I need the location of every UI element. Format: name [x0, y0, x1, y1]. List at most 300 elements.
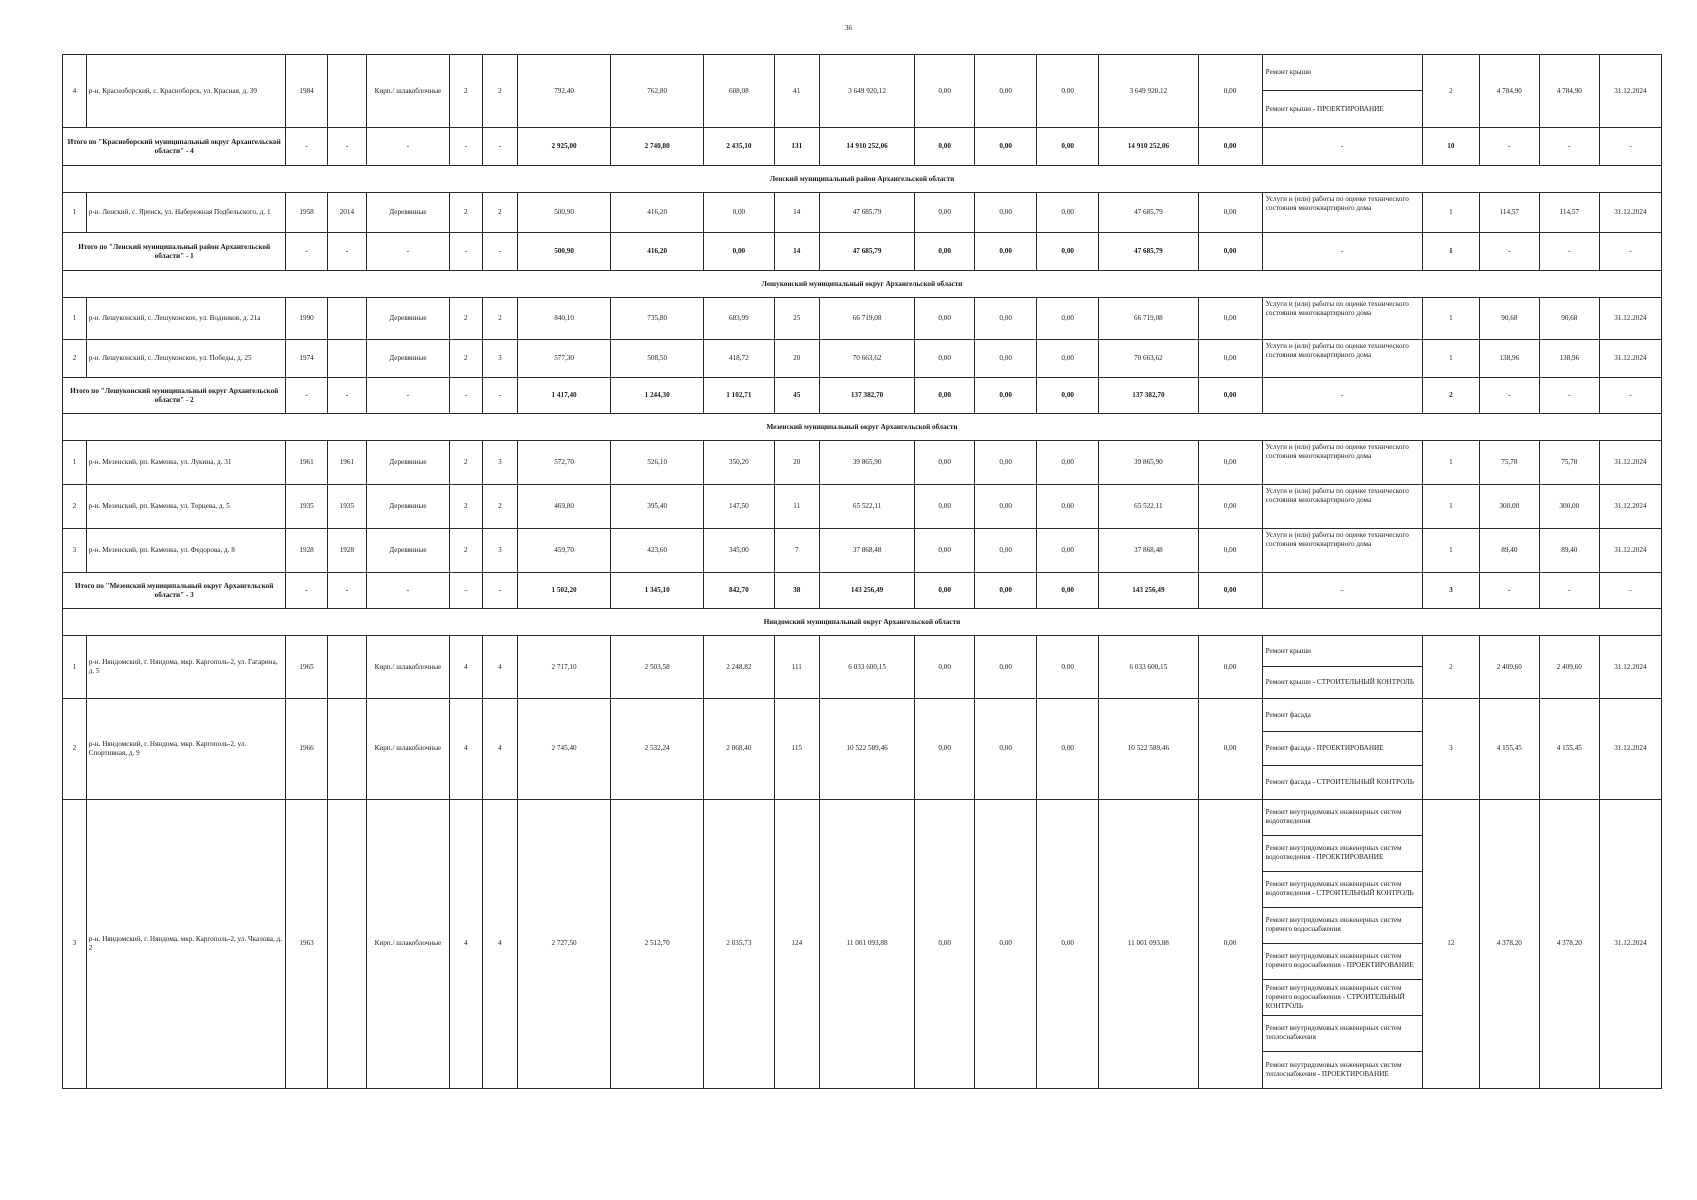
dash-cell: -: [367, 378, 450, 414]
fund-other-cell: 0,00: [1198, 441, 1262, 485]
fund-local-cell: 0,00: [1037, 55, 1099, 128]
area-total-cell: 2 727,50: [518, 799, 611, 1088]
year-recon-cell: 1935: [327, 485, 366, 529]
fund-regional-cell: 0,00: [975, 193, 1037, 233]
work-item: Ремонт крыши: [1263, 636, 1422, 667]
work-item: Ремонт внутридомовых инженерных систем водоотведения - СТРОИТЕЛЬНЫЙ КОНТРОЛЬ: [1263, 872, 1422, 908]
floors-cell: 2: [449, 485, 482, 529]
fund-local-cell: 0,00: [1037, 128, 1099, 166]
total-row: [63, 378, 1662, 414]
work-item: Ремонт крыши - СТРОИТЕЛЬНЫЙ КОНТРОЛЬ: [1265, 678, 1415, 686]
cost-total-cell: 11 001 093,88: [820, 799, 915, 1088]
walls-material-cell: Деревянные: [367, 193, 450, 233]
year-built-cell: 1974: [286, 340, 327, 378]
area-total-cell: 572,70: [518, 441, 611, 485]
cost-total-cell: 6 033 600,15: [820, 636, 915, 699]
cost-total-cell: 70 663,62: [820, 340, 915, 378]
area-residential-cell: 683,99: [704, 298, 774, 340]
cost-total-cell: 47 685,79: [820, 233, 915, 271]
section-row: [63, 166, 1662, 193]
address-cell: р-н. Красноборский, с. Красноборск, ул. Красная, д. 39: [86, 55, 286, 128]
unit-cost-cell: 90,68: [1479, 298, 1539, 340]
fund-owners-cell: 143 256,49: [1099, 573, 1198, 609]
dash-cell: -: [1262, 573, 1422, 609]
fund-owners-cell: 65 522,11: [1099, 485, 1198, 529]
work-item: Ремонт внутридомовых инженерных систем теплоснабжения - ПРОЕКТИРОВАНИЕ: [1265, 1060, 1402, 1078]
work-item: Услуги и (или) работы по оценке технического состояния многоквартирного дома: [1265, 342, 1409, 359]
area-living-cell: 1 345,10: [611, 573, 704, 609]
residents-cell: 111: [774, 636, 820, 699]
deadline-cell: 31.12.2024: [1599, 485, 1661, 529]
fund-other-cell: 0,00: [1198, 573, 1262, 609]
entrances-cell: 2: [482, 298, 517, 340]
area-total-cell: 459,70: [518, 529, 611, 573]
dash-cell: -: [367, 573, 450, 609]
deadline-cell: 31.12.2024: [1599, 799, 1661, 1088]
table-row: [63, 799, 1662, 1088]
area-residential-cell: 345,00: [704, 529, 774, 573]
year-built-cell: 1961: [286, 441, 327, 485]
fund-regional-cell: 0,00: [975, 441, 1037, 485]
works-count-cell: 1: [1422, 529, 1479, 573]
fund-owners-cell: 70 663,62: [1099, 340, 1198, 378]
area-residential-cell: 608,08: [704, 55, 774, 128]
work-item: Ремонт фасада - ПРОЕКТИРОВАНИЕ: [1263, 732, 1422, 765]
year-recon-cell: [327, 298, 366, 340]
fund-owners-cell: 137 382,70: [1099, 378, 1198, 414]
area-total-cell: 577,30: [518, 340, 611, 378]
unit-cost-cell: 89,40: [1479, 529, 1539, 573]
section-title: Ленский муниципальный район Архангельской области: [63, 166, 1662, 193]
dash-cell: -: [327, 233, 366, 271]
floors-cell: 2: [449, 340, 482, 378]
dash-cell: -: [1479, 233, 1539, 271]
fund-regional-cell: 0,00: [975, 55, 1037, 128]
dash-cell: -: [1479, 378, 1539, 414]
entrances-cell: 3: [482, 340, 517, 378]
fund-local-cell: 0,00: [1037, 573, 1099, 609]
area-living-cell: 416,20: [611, 193, 704, 233]
total-row: [63, 233, 1662, 271]
address-cell: р-н. Мезенский, рп. Каменка, ул. Торцева, д. 5: [86, 485, 286, 529]
fund-owners-cell: 66 719,08: [1099, 298, 1198, 340]
work-item: Ремонт внутридомовых инженерных систем горячего водоснабжения: [1263, 908, 1422, 944]
area-total-cell: 500,90: [518, 193, 611, 233]
fund-federal-cell: 0,00: [915, 573, 975, 609]
area-residential-cell: 2 068,40: [704, 699, 774, 800]
works-list-cell: [1262, 298, 1422, 340]
works-list-cell: [1262, 193, 1422, 233]
cost-total-cell: 66 719,08: [820, 298, 915, 340]
max-cost-cell: 4 155,45: [1539, 699, 1599, 800]
fund-owners-cell: 11 001 093,88: [1099, 799, 1198, 1088]
address-cell: р-н. Лешуконский, с. Лешуконское, ул. Водников, д. 21а: [86, 298, 286, 340]
table-row: [63, 193, 1662, 233]
walls-material-cell: Деревянные: [367, 340, 450, 378]
residents-cell: 11: [774, 485, 820, 529]
fund-federal-cell: 0,00: [915, 378, 975, 414]
year-built-cell: 1958: [286, 193, 327, 233]
area-residential-cell: 2 035,73: [704, 799, 774, 1088]
section-row: [63, 609, 1662, 636]
section-title: Няндомский муниципальный округ Архангельской области: [63, 609, 1662, 636]
fund-other-cell: 0,00: [1198, 55, 1262, 128]
max-cost-cell: 75,78: [1539, 441, 1599, 485]
dash-cell: -: [1539, 128, 1599, 166]
fund-regional-cell: 0,00: [975, 799, 1037, 1088]
total-label: Итого по "Ленский муниципальный район Архангельской области" - 1: [63, 233, 286, 271]
work-item: Услуги и (или) работы по оценке технического состояния многоквартирного дома: [1265, 443, 1409, 460]
floors-cell: 4: [449, 799, 482, 1088]
fund-owners-cell: 3 649 920,12: [1099, 55, 1198, 128]
year-built-cell: 1965: [286, 636, 327, 699]
works-count-cell: 12: [1422, 799, 1479, 1088]
residents-cell: 124: [774, 799, 820, 1088]
cost-total-cell: 65 522,11: [820, 485, 915, 529]
fund-other-cell: 0,00: [1198, 699, 1262, 800]
total-row: [63, 128, 1662, 166]
dash-cell: -: [286, 128, 327, 166]
walls-material-cell: Деревянные: [367, 485, 450, 529]
section-title: Лешуконский муниципальный округ Архангельской области: [63, 271, 1662, 298]
max-cost-cell: 90,68: [1539, 298, 1599, 340]
fund-regional-cell: 0,00: [975, 636, 1037, 699]
row-number: 3: [63, 529, 87, 573]
fund-other-cell: 0,00: [1198, 193, 1262, 233]
works-list-cell: [1262, 699, 1422, 800]
walls-material-cell: Деревянные: [367, 441, 450, 485]
area-living-cell: 1 244,30: [611, 378, 704, 414]
residents-cell: 45: [774, 378, 820, 414]
work-item: Ремонт крыши: [1263, 55, 1422, 91]
total-label: Итого по "Красноборский муниципальный округ Архангельской области" - 4: [63, 128, 286, 166]
unit-cost-cell: 4 155,45: [1479, 699, 1539, 800]
works-list-cell: [1262, 799, 1422, 1088]
walls-material-cell: Кирп./ шлакоблочные: [367, 699, 450, 800]
works-count-cell: 1: [1422, 485, 1479, 529]
entrances-cell: 3: [482, 441, 517, 485]
fund-local-cell: 0,00: [1037, 529, 1099, 573]
unit-cost-cell: 4 784,90: [1479, 55, 1539, 128]
year-built-cell: 1990: [286, 298, 327, 340]
deadline-cell: 31.12.2024: [1599, 699, 1661, 800]
year-built-cell: 1966: [286, 699, 327, 800]
residents-cell: 115: [774, 699, 820, 800]
works-count-cell: 1: [1422, 340, 1479, 378]
works-count-cell: 1: [1422, 441, 1479, 485]
dash-cell: -: [1539, 378, 1599, 414]
area-total-cell: 1 502,20: [518, 573, 611, 609]
address-cell: р-н. Няндомский, г. Няндома, мкр. Каргополь-2, ул. Чкалова, д. 2: [86, 799, 286, 1088]
area-total-cell: 2 745,40: [518, 699, 611, 800]
dash-cell: -: [482, 573, 517, 609]
residents-cell: 20: [774, 441, 820, 485]
section-row: [63, 414, 1662, 441]
area-living-cell: 762,80: [611, 55, 704, 128]
max-cost-cell: 300,00: [1539, 485, 1599, 529]
work-item: Ремонт фасада - СТРОИТЕЛЬНЫЙ КОНТРОЛЬ: [1265, 777, 1414, 786]
fund-local-cell: 0,00: [1037, 485, 1099, 529]
works-list-cell: [1262, 441, 1422, 485]
dash-cell: -: [1262, 233, 1422, 271]
address-cell: р-н. Няндомский, г. Няндома, мкр. Каргополь-2, ул. Спортивная, д. 9: [86, 699, 286, 800]
work-item: Ремонт внутридомовых инженерных систем теплоснабжения: [1263, 1016, 1422, 1052]
area-total-cell: 792,40: [518, 55, 611, 128]
floors-cell: 4: [449, 699, 482, 800]
capital-repair-table: [62, 54, 1662, 1089]
table-row: [63, 55, 1662, 128]
fund-federal-cell: 0,00: [915, 128, 975, 166]
work-item: Ремонт внутридомовых инженерных систем водоотведения: [1263, 800, 1422, 836]
deadline-cell: 31.12.2024: [1599, 636, 1661, 699]
fund-local-cell: 0,00: [1037, 799, 1099, 1088]
dash-cell: -: [1599, 128, 1661, 166]
fund-regional-cell: 0,00: [975, 573, 1037, 609]
area-residential-cell: 418,72: [704, 340, 774, 378]
row-number: 1: [63, 298, 87, 340]
area-total-cell: 500,90: [518, 233, 611, 271]
fund-federal-cell: 0,00: [915, 799, 975, 1088]
works-count-cell: 3: [1422, 699, 1479, 800]
area-residential-cell: 842,70: [704, 573, 774, 609]
max-cost-cell: 89,40: [1539, 529, 1599, 573]
address-cell: р-н. Мезенский, рп. Каменка, ул. Лукина, д. 31: [86, 441, 286, 485]
walls-material-cell: Кирп./ шлакоблочные: [367, 636, 450, 699]
unit-cost-cell: 4 378,20: [1479, 799, 1539, 1088]
work-item: Ремонт внутридомовых инженерных систем водоотведения - ПРОЕКТИРОВАНИЕ: [1263, 836, 1422, 872]
cost-total-cell: 3 649 920,12: [820, 55, 915, 128]
max-cost-cell: 114,57: [1539, 193, 1599, 233]
works-list-cell: [1262, 55, 1422, 128]
work-item: Ремонт фасада: [1263, 699, 1422, 732]
year-recon-cell: [327, 699, 366, 800]
walls-material-cell: Деревянные: [367, 298, 450, 340]
year-recon-cell: 1928: [327, 529, 366, 573]
fund-other-cell: 0,00: [1198, 340, 1262, 378]
table-row: [63, 529, 1662, 573]
walls-material-cell: Деревянные: [367, 529, 450, 573]
fund-local-cell: 0,00: [1037, 699, 1099, 800]
deadline-cell: 31.12.2024: [1599, 193, 1661, 233]
dash-cell: -: [1539, 573, 1599, 609]
unit-cost-cell: 2 409,60: [1479, 636, 1539, 699]
floors-cell: 2: [449, 193, 482, 233]
fund-federal-cell: 0,00: [915, 485, 975, 529]
total-label: Итого по "Мезенский муниципальный округ Архангельской области" - 3: [63, 573, 286, 609]
area-living-cell: 2 512,70: [611, 799, 704, 1088]
entrances-cell: 2: [482, 55, 517, 128]
area-residential-cell: 147,50: [704, 485, 774, 529]
fund-regional-cell: 0,00: [975, 699, 1037, 800]
row-number: 1: [63, 193, 87, 233]
table-row: [63, 340, 1662, 378]
fund-local-cell: 0,00: [1037, 193, 1099, 233]
area-living-cell: 508,50: [611, 340, 704, 378]
fund-other-cell: 0,00: [1198, 233, 1262, 271]
year-built-cell: 1935: [286, 485, 327, 529]
year-recon-cell: 1961: [327, 441, 366, 485]
table-row: [63, 636, 1662, 699]
dash-cell: -: [449, 128, 482, 166]
walls-material-cell: Кирп./ шлакоблочные: [367, 55, 450, 128]
fund-owners-cell: 14 910 252,06: [1099, 128, 1198, 166]
area-residential-cell: 1 102,71: [704, 378, 774, 414]
dash-cell: -: [367, 128, 450, 166]
address-cell: р-н. Лешуконский, с. Лешуконское, ул. Победы, д. 25: [86, 340, 286, 378]
fund-local-cell: 0,00: [1037, 636, 1099, 699]
fund-federal-cell: 0,00: [915, 529, 975, 573]
dash-cell: -: [482, 378, 517, 414]
page-number: 36: [845, 24, 852, 32]
residents-cell: 20: [774, 340, 820, 378]
fund-regional-cell: 0,00: [975, 340, 1037, 378]
dash-cell: -: [1599, 378, 1661, 414]
fund-owners-cell: 47 685,79: [1099, 233, 1198, 271]
dash-cell: -: [327, 128, 366, 166]
fund-other-cell: 0,00: [1198, 298, 1262, 340]
row-number: 2: [63, 485, 87, 529]
address-cell: р-н. Ленский, с. Яренск, ул. Набережная Подбельского, д. 1: [86, 193, 286, 233]
works-list-cell: [1262, 529, 1422, 573]
works-list-cell: [1262, 485, 1422, 529]
row-number: 4: [63, 55, 87, 128]
fund-federal-cell: 0,00: [915, 233, 975, 271]
residents-cell: 41: [774, 55, 820, 128]
area-living-cell: 2 503,58: [611, 636, 704, 699]
area-total-cell: 840,10: [518, 298, 611, 340]
section-title: Мезенский муниципальный округ Архангельской области: [63, 414, 1662, 441]
year-recon-cell: [327, 636, 366, 699]
fund-regional-cell: 0,00: [975, 378, 1037, 414]
deadline-cell: 31.12.2024: [1599, 298, 1661, 340]
works-count-cell: 2: [1422, 378, 1479, 414]
cost-total-cell: 39 865,90: [820, 441, 915, 485]
residents-cell: 7: [774, 529, 820, 573]
cost-total-cell: 14 910 252,06: [820, 128, 915, 166]
area-living-cell: 735,80: [611, 298, 704, 340]
row-number: 2: [63, 699, 87, 800]
works-count-cell: 2: [1422, 55, 1479, 128]
dash-cell: -: [482, 128, 517, 166]
floors-cell: 4: [449, 636, 482, 699]
floors-cell: 2: [449, 529, 482, 573]
works-count-cell: 1: [1422, 298, 1479, 340]
fund-federal-cell: 0,00: [915, 55, 975, 128]
dash-cell: -: [449, 233, 482, 271]
dash-cell: -: [286, 233, 327, 271]
residents-cell: 38: [774, 573, 820, 609]
cost-total-cell: 143 256,49: [820, 573, 915, 609]
fund-other-cell: 0,00: [1198, 378, 1262, 414]
cost-total-cell: 37 868,48: [820, 529, 915, 573]
area-residential-cell: 2 435,10: [704, 128, 774, 166]
fund-federal-cell: 0,00: [915, 298, 975, 340]
area-living-cell: 416,20: [611, 233, 704, 271]
area-living-cell: 2 532,24: [611, 699, 704, 800]
fund-owners-cell: 6 033 600,15: [1099, 636, 1198, 699]
year-recon-cell: [327, 55, 366, 128]
total-row: [63, 573, 1662, 609]
year-built-cell: 1928: [286, 529, 327, 573]
year-recon-cell: [327, 799, 366, 1088]
fund-other-cell: 0,00: [1198, 636, 1262, 699]
max-cost-cell: 4 784,90: [1539, 55, 1599, 128]
dash-cell: -: [367, 233, 450, 271]
dash-cell: -: [449, 378, 482, 414]
fund-other-cell: 0,00: [1198, 485, 1262, 529]
area-living-cell: 2 740,80: [611, 128, 704, 166]
fund-federal-cell: 0,00: [915, 636, 975, 699]
fund-other-cell: 0,00: [1198, 128, 1262, 166]
dash-cell: -: [1262, 128, 1422, 166]
area-residential-cell: 2 248,82: [704, 636, 774, 699]
residents-cell: 14: [774, 193, 820, 233]
entrances-cell: 4: [482, 699, 517, 800]
works-count-cell: 1: [1422, 233, 1479, 271]
fund-local-cell: 0,00: [1037, 233, 1099, 271]
unit-cost-cell: 138,96: [1479, 340, 1539, 378]
entrances-cell: 4: [482, 799, 517, 1088]
year-built-cell: 1984: [286, 55, 327, 128]
area-living-cell: 526,10: [611, 441, 704, 485]
fund-local-cell: 0,00: [1037, 340, 1099, 378]
address-cell: р-н. Мезенский, рп. Каменка, ул. Федорова, д. 8: [86, 529, 286, 573]
work-item: Ремонт крыши - ПРОЕКТИРОВАНИЕ: [1265, 104, 1384, 113]
dash-cell: -: [1599, 233, 1661, 271]
fund-owners-cell: 37 868,48: [1099, 529, 1198, 573]
work-item: Услуги и (или) работы по оценке технического состояния многоквартирного дома: [1265, 195, 1409, 212]
residents-cell: 14: [774, 233, 820, 271]
dash-cell: -: [327, 573, 366, 609]
total-label: Итого по "Лешуконский муниципальный округ Архангельской области" - 2: [63, 378, 286, 414]
fund-federal-cell: 0,00: [915, 441, 975, 485]
fund-regional-cell: 0,00: [975, 128, 1037, 166]
max-cost-cell: 138,96: [1539, 340, 1599, 378]
work-item: Ремонт внутридомовых инженерных систем горячего водоснабжения - ПРОЕКТИРОВАНИЕ: [1263, 944, 1422, 980]
area-residential-cell: 0,00: [704, 193, 774, 233]
dash-cell: -: [286, 573, 327, 609]
deadline-cell: 31.12.2024: [1599, 340, 1661, 378]
dash-cell: -: [482, 233, 517, 271]
dash-cell: -: [1262, 378, 1422, 414]
unit-cost-cell: 300,00: [1479, 485, 1539, 529]
table-row: [63, 485, 1662, 529]
fund-owners-cell: 39 865,90: [1099, 441, 1198, 485]
fund-local-cell: 0,00: [1037, 378, 1099, 414]
fund-regional-cell: 0,00: [975, 298, 1037, 340]
year-recon-cell: 2014: [327, 193, 366, 233]
row-number: 2: [63, 340, 87, 378]
unit-cost-cell: 75,78: [1479, 441, 1539, 485]
row-number: 1: [63, 636, 87, 699]
area-total-cell: 2 925,00: [518, 128, 611, 166]
dash-cell: -: [1539, 233, 1599, 271]
area-residential-cell: 0,00: [704, 233, 774, 271]
fund-regional-cell: 0,00: [975, 233, 1037, 271]
dash-cell: -: [286, 378, 327, 414]
fund-regional-cell: 0,00: [975, 485, 1037, 529]
area-living-cell: 423,60: [611, 529, 704, 573]
row-number: 1: [63, 441, 87, 485]
dash-cell: -: [1479, 128, 1539, 166]
walls-material-cell: Кирп./ шлакоблочные: [367, 799, 450, 1088]
entrances-cell: 2: [482, 485, 517, 529]
floors-cell: 2: [449, 298, 482, 340]
floors-cell: 2: [449, 441, 482, 485]
entrances-cell: 2: [482, 193, 517, 233]
table-body: [63, 55, 1662, 1089]
fund-regional-cell: 0,00: [975, 529, 1037, 573]
